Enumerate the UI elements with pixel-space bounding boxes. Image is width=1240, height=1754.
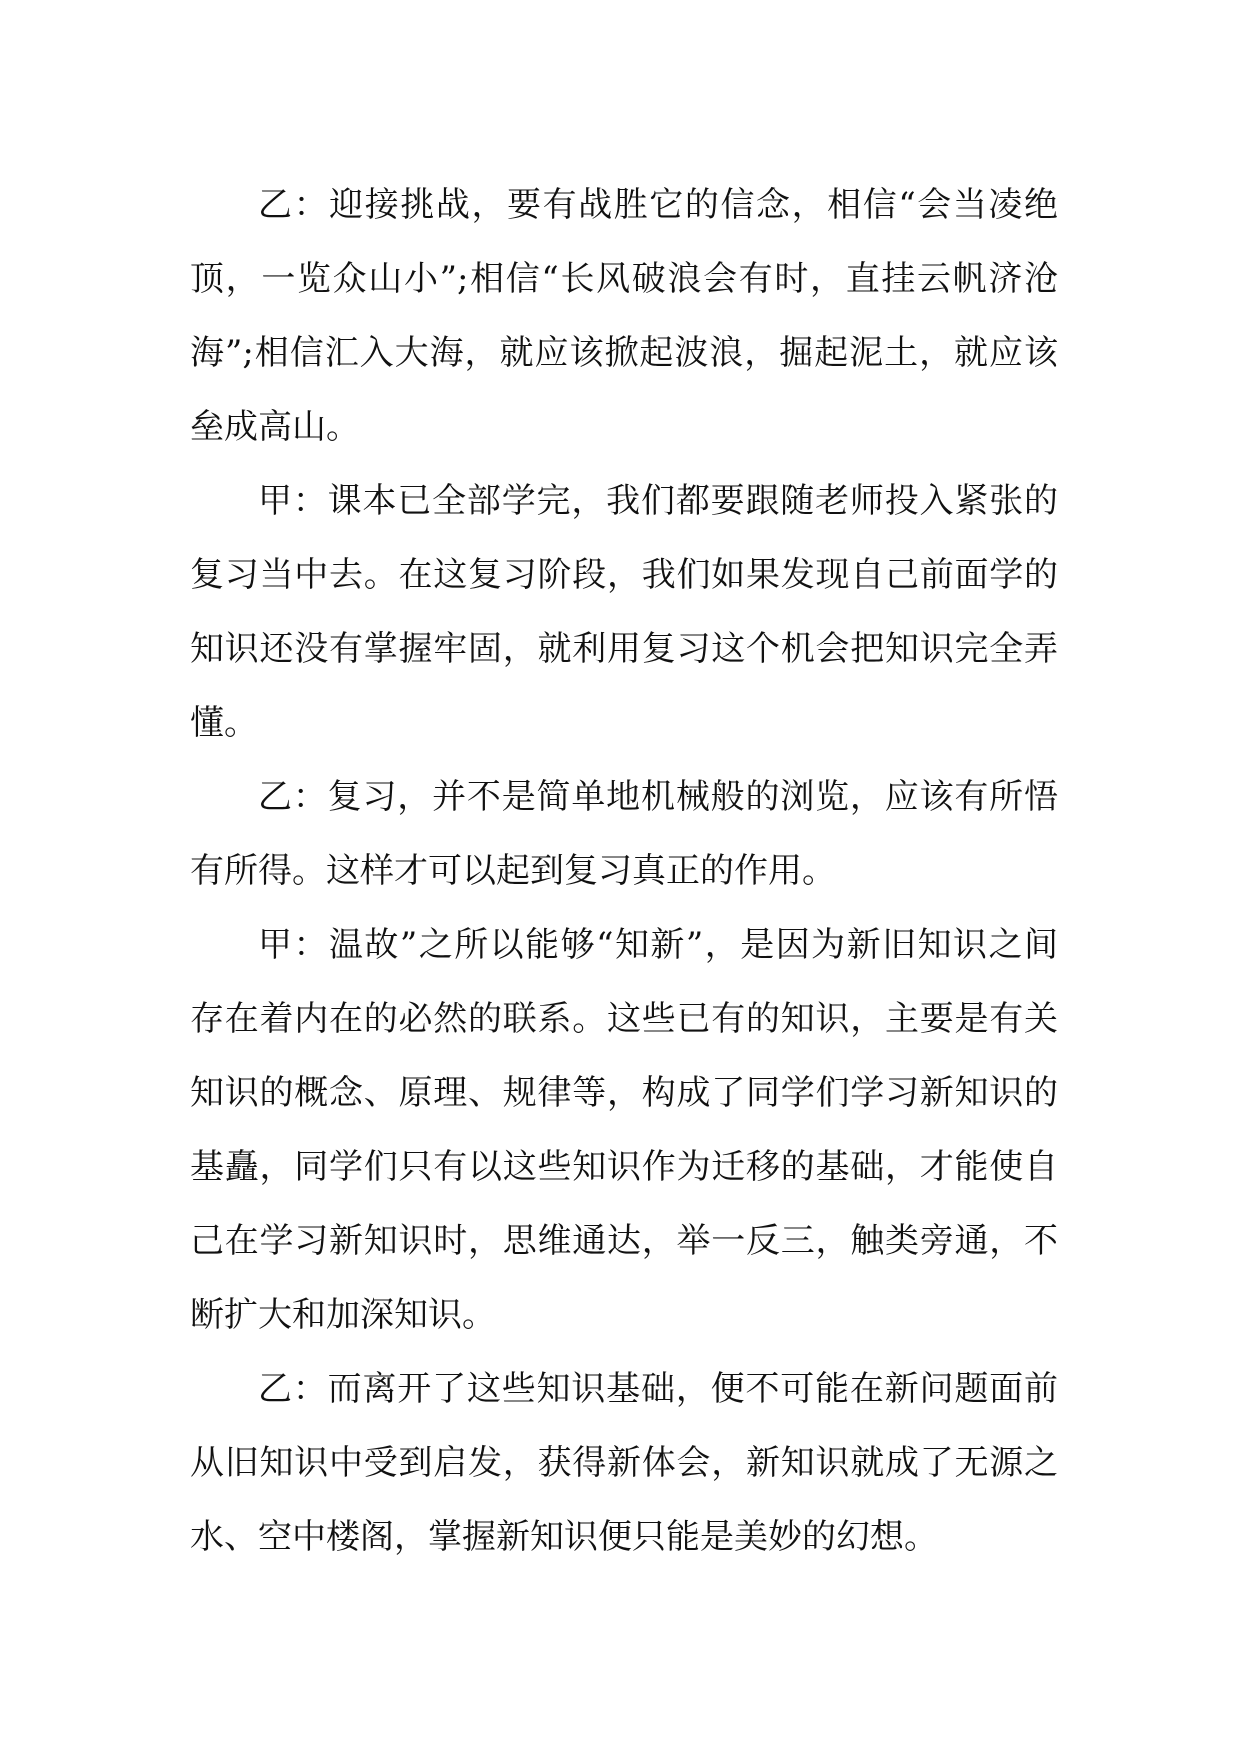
paragraph-1: 乙：迎接挑战，要有战胜它的信念，相信“会当凌绝顶，一览众山小”;相信“长风破浪会有时，直挂云帆济沧海”;相信汇入大海，就应该掀起波浪，掘起泥土，就应该垒成高山。: [190, 185, 1058, 447]
paragraph-5: 乙：而离开了这些知识基础，便不可能在新问题面前从旧知识中受到启发，获得新体会，新知识就成了无源之水、空中楼阁，掌握新知识便只能是美妙的幻想。: [190, 1369, 1058, 1557]
paragraph-3: 乙：复习，并不是简单地机械般的浏览，应该有所悟有所得。这样才可以起到复习真正的作用。: [190, 777, 1058, 891]
paragraph-4: 甲：温故”之所以能够“知新”，是因为新旧知识之间存在着内在的必然的联系。这些已有的知识，主要是有关知识的概念、原理、规律等，构成了同学们学习新知识的基矗，同学们只有以这些知识作为迁移的基础，才能使自己在学习新知识时，思维通达，举一反三，触类旁通，不断扩大和加深知识。: [190, 925, 1058, 1335]
paragraph-2: 甲：课本已全部学完，我们都要跟随老师投入紧张的复习当中去。在这复习阶段，我们如果发现自己前面学的知识还没有掌握牢固，就利用复习这个机会把知识完全弄懂。: [190, 481, 1058, 743]
document-body: [190, 168, 1058, 1574]
